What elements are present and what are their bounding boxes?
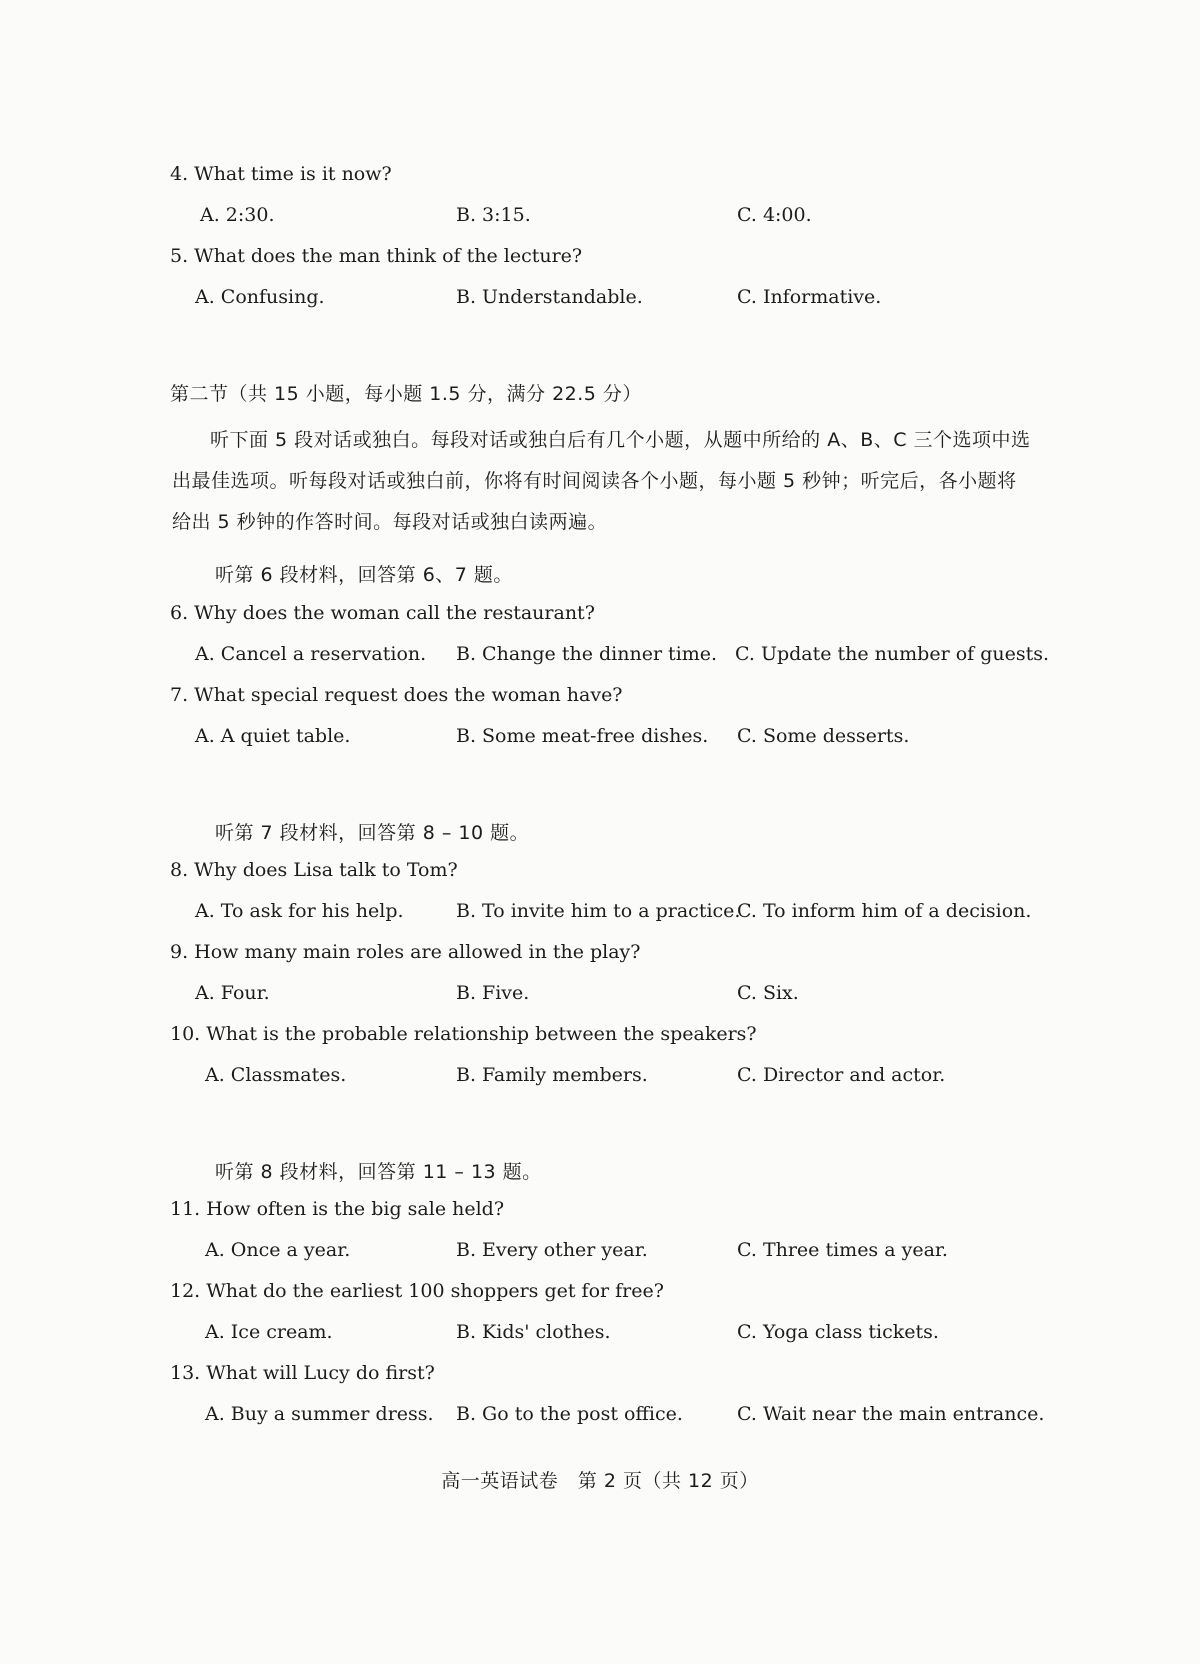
question-10-stem: 10. What is the probable relationship between the speakers?	[170, 1023, 757, 1045]
question-7-stem: 7. What special request does the woman have?	[170, 684, 623, 706]
question-9-option-a: A. Four.	[195, 982, 270, 1004]
question-12-stem: 12. What do the earliest 100 shoppers get for free?	[170, 1280, 664, 1302]
question-7-option-c: C. Some desserts.	[737, 725, 910, 747]
question-4-option-c: C. 4:00.	[737, 204, 812, 226]
group-label-material-7: 听第 7 段材料，回答第 8 – 10 题。	[215, 822, 530, 844]
question-12-option-b: B. Kids' clothes.	[456, 1321, 611, 1343]
question-6-stem: 6. Why does the woman call the restaurant?	[170, 602, 595, 624]
question-8-option-c: C. To inform him of a decision.	[737, 900, 1032, 922]
question-4-option-b: B. 3:15.	[456, 204, 531, 226]
page-footer: 高一英语试卷 第 2 页（共 12 页）	[441, 1470, 759, 1492]
section-heading: 第二节（共 15 小题，每小题 1.5 分，满分 22.5 分）	[170, 383, 642, 405]
question-10-option-b: B. Family members.	[456, 1064, 648, 1086]
question-4-option-a: A. 2:30.	[200, 204, 275, 226]
question-13-option-c: C. Wait near the main entrance.	[737, 1403, 1045, 1425]
question-5-option-c: C. Informative.	[737, 286, 882, 308]
question-12-option-a: A. Ice cream.	[205, 1321, 333, 1343]
section-instructions: 听下面 5 段对话或独白。每段对话或独白后有几个小题，从题中所给的 A、B、C 三个选项中选出最佳选项。听每段对话或独白前，你将有时间阅读各个小题，每小题 5 秒钟；听完后，各小题将给出 5 秒钟的作答时间。每段对话或独白读两遍。	[172, 429, 1031, 533]
question-6-option-b: B. Change the dinner time.	[456, 643, 718, 665]
question-9-option-c: C. Six.	[737, 982, 799, 1004]
question-4-stem: 4. What time is it now?	[170, 163, 392, 185]
question-10-option-a: A. Classmates.	[205, 1064, 347, 1086]
question-5-stem: 5. What does the man think of the lecture?	[170, 245, 583, 267]
question-13-stem: 13. What will Lucy do first?	[170, 1362, 435, 1384]
question-12-option-c: C. Yoga class tickets.	[737, 1321, 939, 1343]
group-label-material-6: 听第 6 段材料，回答第 6、7 题。	[215, 564, 513, 586]
question-9-option-b: B. Five.	[456, 982, 530, 1004]
question-8-stem: 8. Why does Lisa talk to Tom?	[170, 859, 458, 881]
question-13-option-b: B. Go to the post office.	[456, 1403, 683, 1425]
question-6-option-a: A. Cancel a reservation.	[195, 643, 427, 665]
question-8-option-a: A. To ask for his help.	[195, 900, 404, 922]
question-11-option-c: C. Three times a year.	[737, 1239, 948, 1261]
question-13-option-a: A. Buy a summer dress.	[205, 1403, 434, 1425]
question-11-stem: 11. How often is the big sale held?	[170, 1198, 505, 1220]
group-label-material-8: 听第 8 段材料，回答第 11 – 13 题。	[215, 1161, 542, 1183]
question-5-option-a: A. Confusing.	[195, 286, 325, 308]
question-11-option-b: B. Every other year.	[456, 1239, 648, 1261]
question-7-option-b: B. Some meat-free dishes.	[456, 725, 709, 747]
question-8-option-b: B. To invite him to a practice.	[456, 900, 741, 922]
question-7-option-a: A. A quiet table.	[195, 725, 351, 747]
question-6-option-c: C. Update the number of guests.	[735, 643, 1050, 665]
question-10-option-c: C. Director and actor.	[737, 1064, 946, 1086]
question-11-option-a: A. Once a year.	[205, 1239, 351, 1261]
question-9-stem: 9. How many main roles are allowed in the play?	[170, 941, 641, 963]
question-5-option-b: B. Understandable.	[456, 286, 643, 308]
